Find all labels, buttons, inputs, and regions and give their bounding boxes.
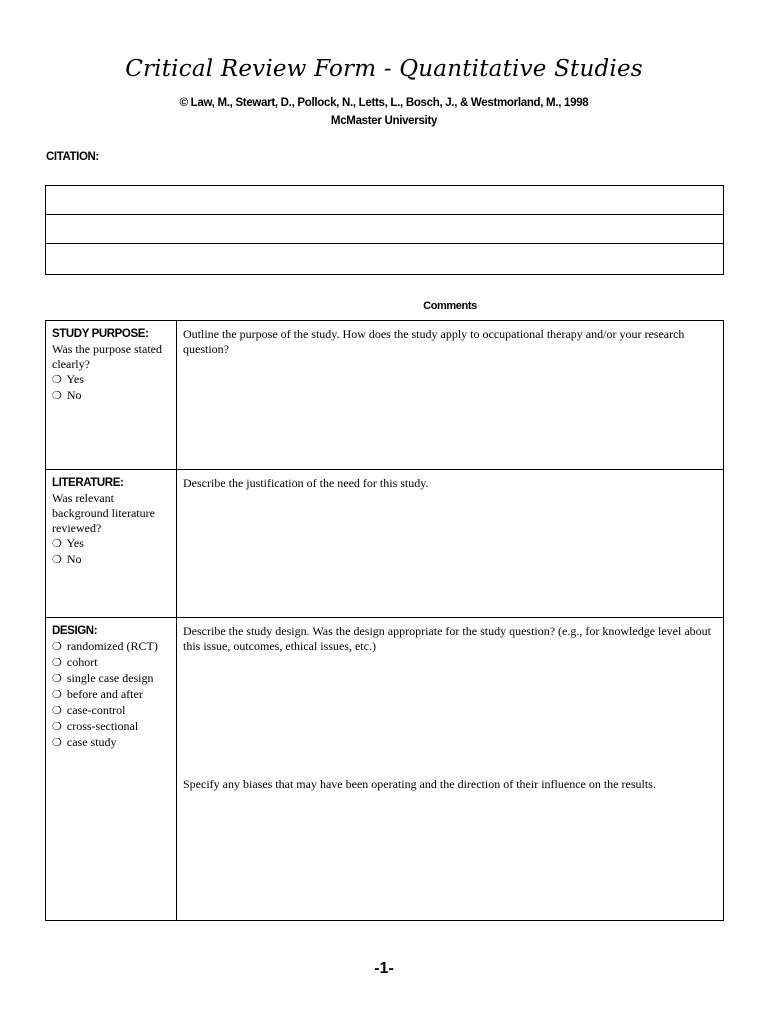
section-question: Was the purpose stated clearly? — [52, 342, 163, 371]
option-cohort[interactable]: ❍ cohort — [52, 655, 98, 669]
university-line: McMaster University — [330, 115, 438, 127]
literature-row — [46, 470, 724, 618]
section-question: Was relevant background literature reviewed? — [52, 491, 155, 535]
study-purpose-comments[interactable] — [177, 321, 724, 470]
option-no[interactable]: ❍ No — [52, 552, 82, 566]
literature-cell — [46, 470, 177, 618]
design-row — [46, 618, 724, 921]
section-heading: STUDY PURPOSE: — [52, 328, 149, 340]
design-comments[interactable] — [177, 618, 724, 921]
option-case-control[interactable]: ❍ case-control — [52, 703, 126, 717]
citation-box — [45, 185, 724, 275]
radio-circle-icon: ❍ — [52, 657, 62, 669]
radio-circle-icon: ❍ — [52, 689, 62, 701]
option-yes[interactable]: ❍ Yes — [52, 372, 84, 386]
radio-circle-icon: ❍ — [52, 737, 62, 749]
option-before-after[interactable]: ❍ before and after — [52, 687, 143, 701]
citation-line-1[interactable] — [46, 186, 723, 215]
study-purpose-row — [46, 321, 724, 470]
option-single-case[interactable]: ❍ single case design — [52, 671, 154, 685]
literature-comments[interactable] — [177, 470, 724, 618]
section-heading: DESIGN: — [52, 625, 98, 637]
radio-circle-icon: ❍ — [52, 641, 62, 653]
study-purpose-cell — [46, 321, 177, 470]
design-cell — [46, 618, 177, 921]
form-title: Critical Review Form - Quantitative Studies — [125, 56, 643, 82]
radio-circle-icon: ❍ — [52, 721, 62, 733]
option-yes[interactable]: ❍ Yes — [52, 536, 84, 550]
option-no[interactable]: ❍ No — [52, 388, 82, 402]
citation-line-3[interactable] — [46, 244, 723, 274]
section-prompt: Describe the study design. Was the design appropriate for the study question? (e.g., for knowledge level about this issue, outcomes, ethical issues, etc.) — [183, 624, 712, 653]
citation-line-2[interactable] — [46, 215, 723, 244]
comments-label: Comments — [423, 300, 477, 312]
radio-circle-icon: ❍ — [52, 673, 62, 685]
bias-prompt: Specify any biases that may have been operating and the direction of their influence on the results. — [183, 777, 656, 791]
page-number: -1- — [374, 960, 394, 977]
radio-circle-icon: ❍ — [52, 538, 62, 550]
option-cross-sectional[interactable]: ❍ cross-sectional — [52, 719, 139, 733]
radio-circle-icon: ❍ — [52, 374, 62, 386]
radio-circle-icon: ❍ — [52, 390, 62, 402]
section-prompt: Outline the purpose of the study. How does the study apply to occupational therapy and/or your research question? — [183, 327, 685, 356]
citation-label: CITATION: — [46, 151, 99, 163]
section-heading: LITERATURE: — [52, 477, 124, 489]
radio-circle-icon: ❍ — [52, 554, 62, 566]
option-rct[interactable]: ❍ randomized (RCT) — [52, 639, 158, 653]
option-case-study[interactable]: ❍ case study — [52, 735, 117, 749]
section-prompt: Describe the justification of the need for this study. — [183, 476, 429, 490]
review-table — [45, 320, 724, 921]
authors-line: © Law, M., Stewart, D., Pollock, N., Letts, L., Bosch, J., & Westmorland, M., 1998 — [179, 97, 589, 109]
radio-circle-icon: ❍ — [52, 705, 62, 717]
